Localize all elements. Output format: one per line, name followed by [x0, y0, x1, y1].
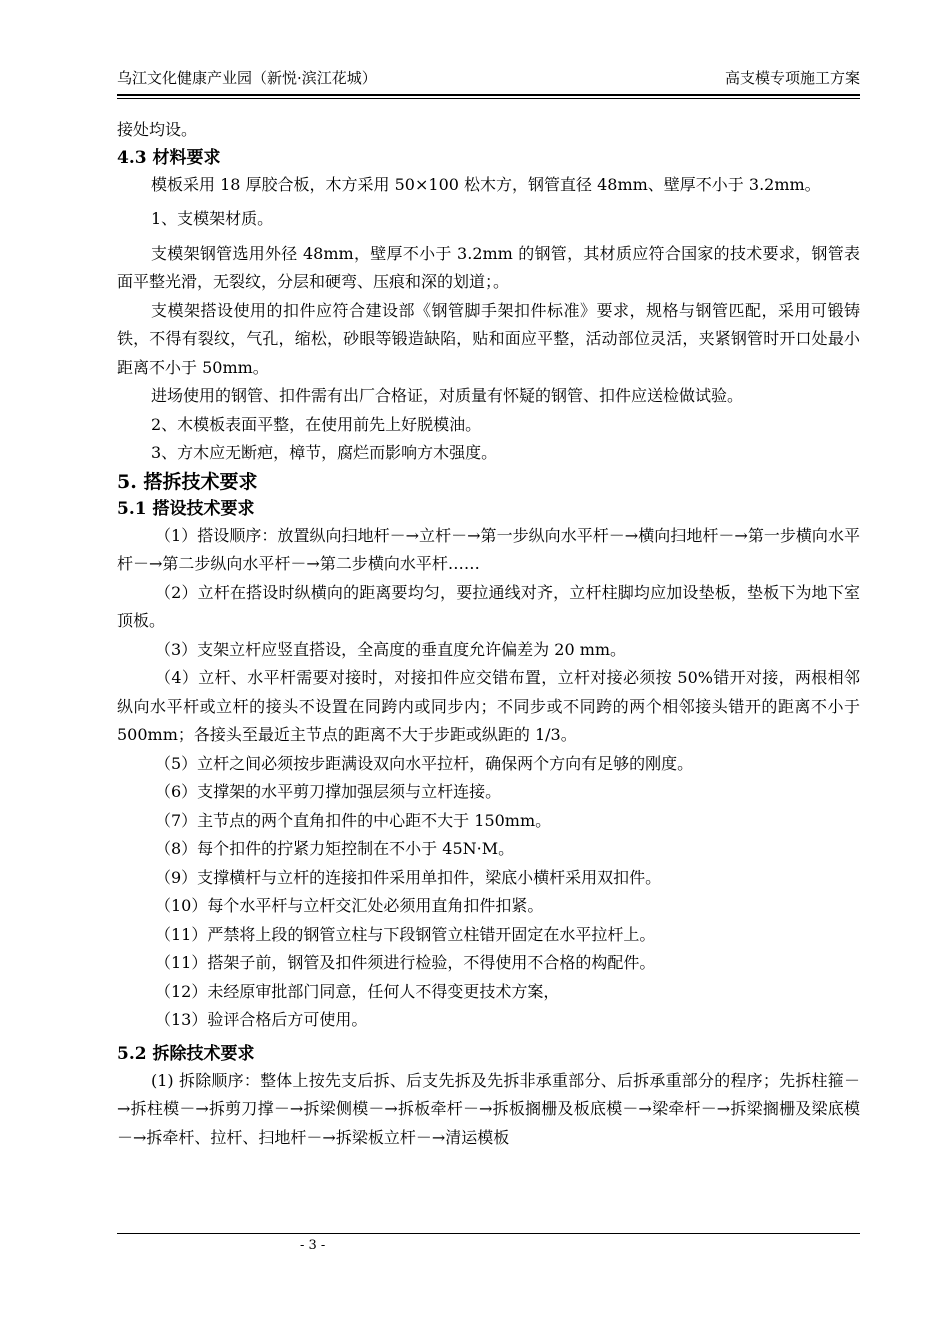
paragraph: 3、方木应无断疤，樟节，腐烂而影响方木强度。 [151, 443, 498, 462]
list-item: （11）搭架子前，钢管及扣件须进行检验，不得使用不合格的构配件。 [155, 953, 656, 972]
section-heading-4-3: 4.3 材料要求 [117, 147, 221, 168]
header-rule [117, 94, 860, 96]
list-item: （4）立杆、水平杆需要对接时，对接扣件应交错布置，立杆对接必须按 50%错开对接，两根相邻纵向水平杆或立杆的接头不设置在同跨内或同步内；不同步或不同跨的两个相邻接头错开的距离不小于 500mm；各接头至最近主节点的距离不大于步距或纵距的 1/3。 [117, 668, 860, 744]
footer-rule [117, 1233, 860, 1234]
page-number: - 3 - [300, 1238, 326, 1253]
paragraph: 支模架钢管选用外径 48mm，壁厚不小于 3.2mm 的钢管，其材质应符合国家的技术要求，钢管表面平整光滑，无裂纹，分层和硬弯、压痕和深的划道；。 [117, 243, 860, 291]
page-header [117, 68, 860, 88]
list-item: （6）支撑架的水平剪刀撑加强层须与立杆连接。 [155, 782, 502, 801]
paragraph: 支模架搭设使用的扣件应符合建设部《钢管脚手架扣件标准》要求，规格与钢管匹配，采用可锻铸铁，不得有裂纹，气孔，缩松，砂眼等锻造缺陷，贴和面应平整，活动部位灵活，夹紧钢管时开口处最小距离不小于 50mm。 [117, 300, 860, 377]
paragraph: 接处均设。 [117, 120, 198, 139]
list-item: （11）严禁将上段的钢管立柱与下段钢管立柱错开固定在水平拉杆上。 [155, 924, 656, 944]
list-item: （9）支撑横杆与立杆的连接扣件采用单扣件，梁底小横杆采用双扣件。 [155, 867, 662, 887]
page-body [117, 116, 860, 1152]
list-item: （2）立杆在搭设时纵横向的距离要均匀，要拉通线对齐，立杆柱脚均应加设垫板，垫板下为地下室顶板。 [117, 582, 860, 630]
list-item: （8）每个扣件的拧紧力矩控制在不小于 45N·M。 [155, 839, 515, 858]
list-item: （1）搭设顺序：放置纵向扫地杆－→立杆－→第一步纵向水平杆－→横向扫地杆－→第一步横向水平杆－→第二步纵向水平杆－→第二步横向水平杆…… [117, 525, 860, 573]
list-item: （3）支架立杆应竖直搭设，全高度的垂直度允许偏差为 20 mm。 [155, 639, 627, 659]
section-heading-5: 5. 搭拆技术要求 [117, 470, 258, 493]
list-item: （5）立杆之间必须按步距满设双向水平拉杆，确保两个方向有足够的刚度。 [155, 753, 694, 773]
header-rule-thin [117, 98, 860, 99]
paragraph: 进场使用的钢管、扣件需有出厂合格证，对质量有怀疑的钢管、扣件应送检做试验。 [151, 386, 744, 405]
list-item: （13）验评合格后方可使用。 [155, 1010, 368, 1029]
paragraph: 模板采用 18 厚胶合板，木方采用 50×100 松木方，钢管直径 48mm、壁厚不小于 3.2mm。 [151, 174, 821, 194]
paragraph: 1、支模架材质。 [151, 209, 274, 228]
header-project-title: 乌江文化健康产业园（新悦·滨江花城） [117, 69, 377, 87]
section-heading-5-1: 5.1 搭设技术要求 [117, 498, 255, 519]
paragraph: 2、木模板表面平整，在使用前先上好脱模油。 [151, 414, 482, 434]
list-item: （12）未经原审批部门同意，任何人不得变更技术方案， [155, 981, 560, 1001]
section-heading-5-2: 5.2 拆除技术要求 [117, 1043, 255, 1064]
list-item: （10）每个水平杆与立杆交汇处必须用直角扣件扣紧。 [155, 896, 544, 915]
paragraph: (1) 拆除顺序：整体上按先支后拆、后支先拆及先拆非承重部分、后拆承重部分的程序；先拆柱箍－→拆柱模－→拆剪刀撑－→拆梁侧模－→拆板牵杆－→拆板搁栅及板底模－→梁牵杆－→拆梁搁栅及梁底模 －→拆牵杆、拉杆、扫地杆－→拆梁板立杆－→清运模板 [117, 1070, 860, 1147]
header-doc-title: 高支模专项施工方案 [724, 69, 860, 87]
list-item: （7）主节点的两个直角扣件的中心距不大于 150mm。 [155, 810, 552, 830]
